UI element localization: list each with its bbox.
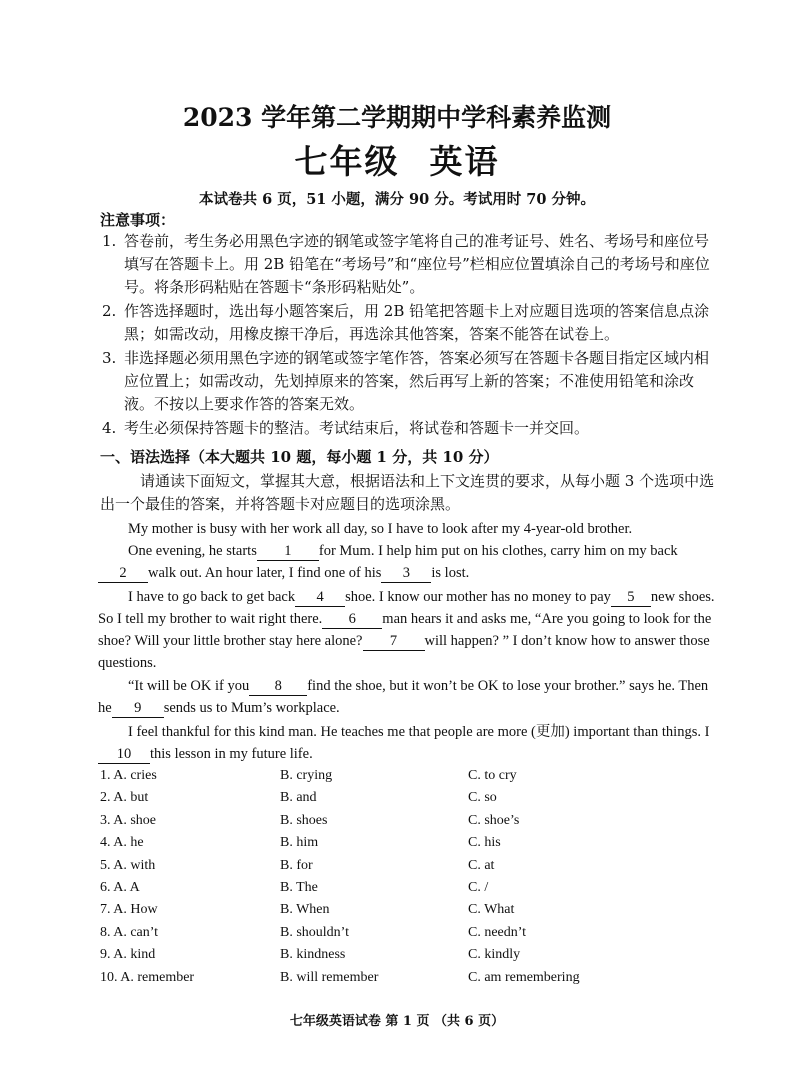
passage-text: is lost. <box>431 565 470 581</box>
option-row <box>100 947 720 969</box>
option-row <box>100 835 720 857</box>
option-b: B. shoes <box>280 812 328 828</box>
option-c: C. shoe’s <box>468 812 520 828</box>
passage-text: I have to go back to get back <box>128 589 296 605</box>
option-a: 4. A. he <box>100 835 144 851</box>
blank-3: 3 <box>381 564 431 583</box>
option-a: 1. A. cries <box>100 768 157 783</box>
passage-text: sends us to Mum’s workplace. <box>163 700 340 716</box>
passage-text: I feel thankful for this kind man. He teaches me that people are more (更加) important than things. I <box>128 724 710 740</box>
note-number: 3. <box>102 349 117 367</box>
exam-subtitle <box>0 136 794 183</box>
option-c: C. to cry <box>468 768 517 783</box>
option-a: 9. A. kind <box>100 947 156 963</box>
note-number: 2. <box>102 302 117 320</box>
option-row <box>100 902 720 924</box>
option-b: B. him <box>280 835 319 851</box>
option-b: B. will remember <box>280 969 379 985</box>
option-a: 8. A. can’t <box>100 924 159 940</box>
passage-text: My mother is busy with her work all day, so I have to look after my 4-year-old brother. <box>128 521 633 537</box>
passage-text: shoe. I know our mother has no money to pay <box>345 589 611 605</box>
option-c: C. needn’t <box>468 924 527 940</box>
option-b: B. for <box>280 857 313 873</box>
passage-paragraph-2 <box>98 540 718 584</box>
section-heading: 一、语法选择（本大题共 10 题，每小题 1 分，共 10 分） <box>100 448 499 466</box>
note-text: 答卷前，考生务必用黑色字迹的钢笔或签字笔将自己的准考证号、姓名、考场号和座位号填写在答题卡上。用 2B 铅笔在“考场号”和“座位号”栏相应位置填涂自己的考场号和座位号。将条形码粘贴在答题卡“条形码粘贴处”。 <box>124 232 710 296</box>
blank-4: 4 <box>295 588 345 607</box>
passage-text: new shoes. So I tell my brother to wait right there. <box>98 589 715 627</box>
option-b: B. crying <box>280 768 333 783</box>
option-b: B. shouldn’t <box>280 924 349 940</box>
grade-label: 七年级 <box>294 142 400 181</box>
passage-text: man hears it and asks me, “Are you going to look for the shoe? Will your little brother stay here alone? <box>98 611 712 649</box>
option-row <box>100 925 720 947</box>
passage-text: One evening, he starts <box>128 543 257 559</box>
blank-10: 10 <box>98 745 150 764</box>
option-c: C. at <box>468 857 495 873</box>
note-item <box>102 347 722 416</box>
option-row <box>100 813 720 835</box>
option-c: C. his <box>468 835 501 851</box>
passage-text: walk out. An hour later, I find one of his <box>148 565 382 581</box>
notes-heading: 注意事项： <box>100 211 176 229</box>
blank-9: 9 <box>112 699 164 718</box>
passage-paragraph-3 <box>98 586 718 674</box>
blank-1: 1 <box>257 542 319 561</box>
blank-8: 8 <box>249 677 307 696</box>
option-a: 6. A. A <box>100 879 140 895</box>
passage-text: “It will be OK if you <box>128 678 250 694</box>
blank-6: 6 <box>322 610 382 629</box>
note-text: 作答选择题时，选出每小题答案后，用 2B 铅笔把答题卡上对应题目选项的答案信息点涂黑；如需改动，用橡皮擦干净后，再选涂其他答案，答案不能答在试卷上。 <box>124 302 710 343</box>
passage-text: will happen? ” I don’t know how to answer those questions. <box>98 633 710 671</box>
option-c: C. so <box>468 790 497 806</box>
option-row <box>100 880 720 902</box>
subject-label: 英语 <box>429 142 500 181</box>
option-a: 5. A. with <box>100 857 156 873</box>
option-b: B. kindness <box>280 947 346 963</box>
note-item <box>102 300 722 346</box>
option-c: C. kindly <box>468 947 521 963</box>
option-c: C. What <box>468 902 515 918</box>
note-item <box>102 230 722 299</box>
passage-paragraph-4 <box>98 675 718 719</box>
note-number: 4. <box>102 419 117 437</box>
option-c: C. / <box>468 879 489 895</box>
blank-5: 5 <box>611 588 651 607</box>
blank-2: 2 <box>98 564 148 583</box>
note-item <box>102 417 722 440</box>
option-row <box>100 858 720 880</box>
note-text: 非选择题必须用黑色字迹的钢笔或签字笔作答，答案必须写在答题卡各题目指定区域内相应位置上；如需改动，先划掉原来的答案，然后再写上新的答案；不准使用铅笔和涂改液。不按以上要求作答的答案无效。 <box>124 349 710 413</box>
passage-paragraph-5 <box>98 721 718 765</box>
passage-text: this lesson in my future life. <box>150 746 313 762</box>
option-b: B. The <box>280 879 318 895</box>
note-number: 1. <box>102 232 117 250</box>
option-a: 3. A. shoe <box>100 812 156 828</box>
exam-info: 本试卷共 6 页，51 小题，满分 90 分。考试用时 70 分钟。 <box>199 191 595 208</box>
passage-text: for Mum. I help him put on his clothes, carry him on my back <box>318 543 678 559</box>
exam-title: 2023 学年第二学期期中学科素养监测 <box>182 103 612 132</box>
option-b: B. and <box>280 790 317 806</box>
option-row <box>100 970 720 992</box>
option-a: 2. A. but <box>100 790 149 806</box>
note-text: 考生必须保持答题卡的整洁。考试结束后，将试卷和答题卡一并交回。 <box>124 419 590 437</box>
section-instruction: 请通读下面短文，掌握其大意，根据语法和上下文连贯的要求，从每小题 3 个选项中选出一个最佳的答案，并将答题卡对应题目的选项涂黑。 <box>100 472 715 513</box>
option-row <box>100 790 720 812</box>
options-list <box>100 768 720 992</box>
option-b: B. When <box>280 902 330 918</box>
option-a: 7. A. How <box>100 902 158 918</box>
option-row <box>100 768 720 790</box>
option-c: C. am remembering <box>468 969 580 985</box>
passage-text: find the shoe, but it won’t be OK to lose your brother.” says he. Then he <box>98 678 709 716</box>
page-footer: 七年级英语试卷 第 1 页 （共 6 页） <box>289 1014 505 1029</box>
option-a: 10. A. remember <box>100 969 195 985</box>
blank-7: 7 <box>363 632 425 651</box>
passage-paragraph-1 <box>98 518 718 540</box>
